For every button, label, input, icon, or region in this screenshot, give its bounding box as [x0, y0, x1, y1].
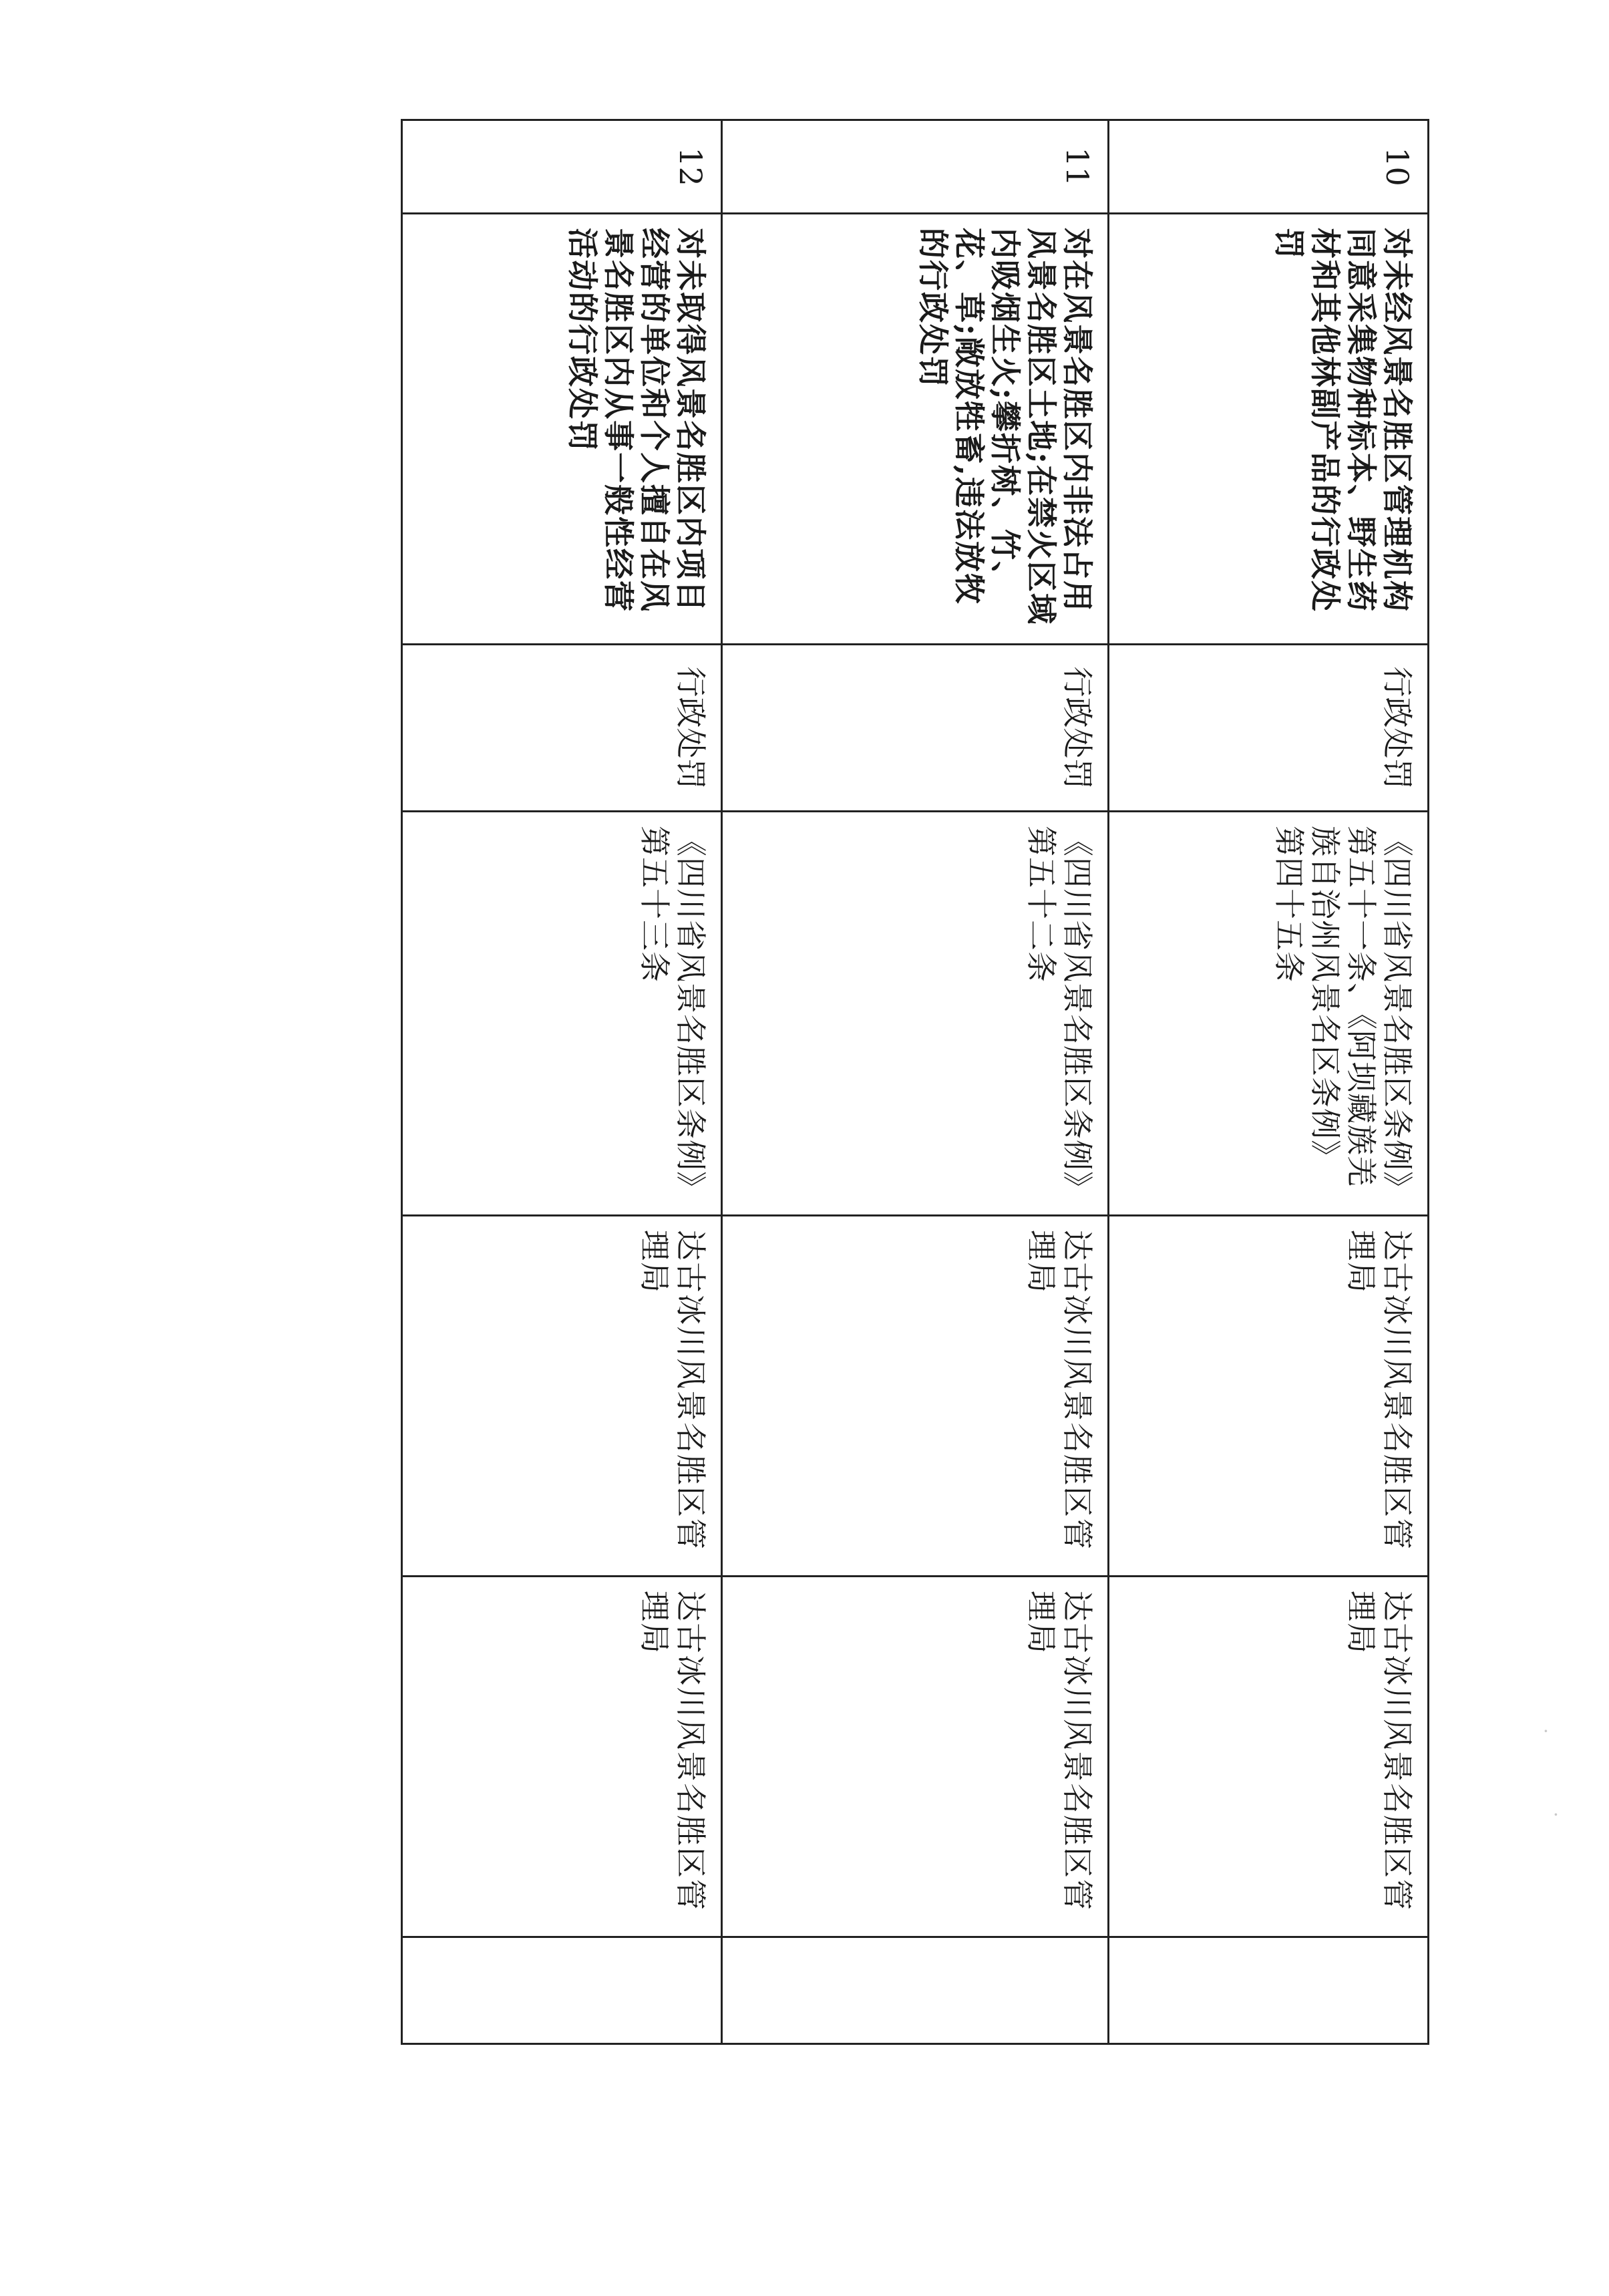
item-name: 对未取得风景名胜区内项目经营的单位和个人擅自在风景名胜区内从事一般性经营活动的行政处罚: [402, 214, 722, 645]
row-number: 10: [1109, 120, 1429, 214]
responsible-department: 达古冰川风景名胜区管理局: [1109, 1577, 1429, 1937]
item-name: 对未经风景名胜区管理机构同意采集物种标本、野生药材和其他林副产品的行政处罚: [1109, 214, 1429, 645]
legal-basis: 《四川省风景名胜区条例》第五十三条: [402, 812, 722, 1216]
table-row: [721, 120, 1109, 2044]
remarks: [721, 1937, 1109, 2044]
responsible-department: 达古冰川风景名胜区管理局: [721, 1577, 1109, 1937]
legal-basis: 《四川省风景名胜区条例》第五十一条、《阿坝藏族羌族自治州风景名区条例》第四十五条: [1109, 812, 1429, 1216]
remarks: [402, 1937, 722, 2044]
scan-speck: ·: [1543, 1720, 1549, 1742]
rotated-table: [401, 119, 1429, 2043]
implementing-body: 达古冰川风景名胜区管理局: [402, 1216, 722, 1577]
scan-speck: ·: [1553, 1804, 1559, 1826]
legal-basis: 《四川省风景名胜区条例》第五十二条: [721, 812, 1109, 1216]
row-number: 12: [402, 120, 722, 214]
responsible-department: 达古冰川风景名胜区管理局: [402, 1577, 722, 1937]
table-row: [1109, 120, 1429, 2044]
implementing-body: 达古冰川风景名胜区管理局: [721, 1216, 1109, 1577]
item-type: 行政处罚: [1109, 645, 1429, 812]
penalty-table: [401, 119, 1429, 2045]
item-type: 行政处罚: [402, 645, 722, 812]
implementing-body: 达古冰川风景名胜区管理局: [1109, 1216, 1429, 1577]
item-type: 行政处罚: [721, 645, 1109, 812]
table-row: [402, 120, 722, 2044]
remarks: [1109, 1937, 1429, 2044]
row-number: 11: [721, 120, 1109, 214]
item-name: 对在风景名胜区内非法占用风景名胜区土地;在禁火区域内吸烟生火;攀折树、竹、花、草;敞放牲畜,违法放牧的行政处罚: [721, 214, 1109, 645]
